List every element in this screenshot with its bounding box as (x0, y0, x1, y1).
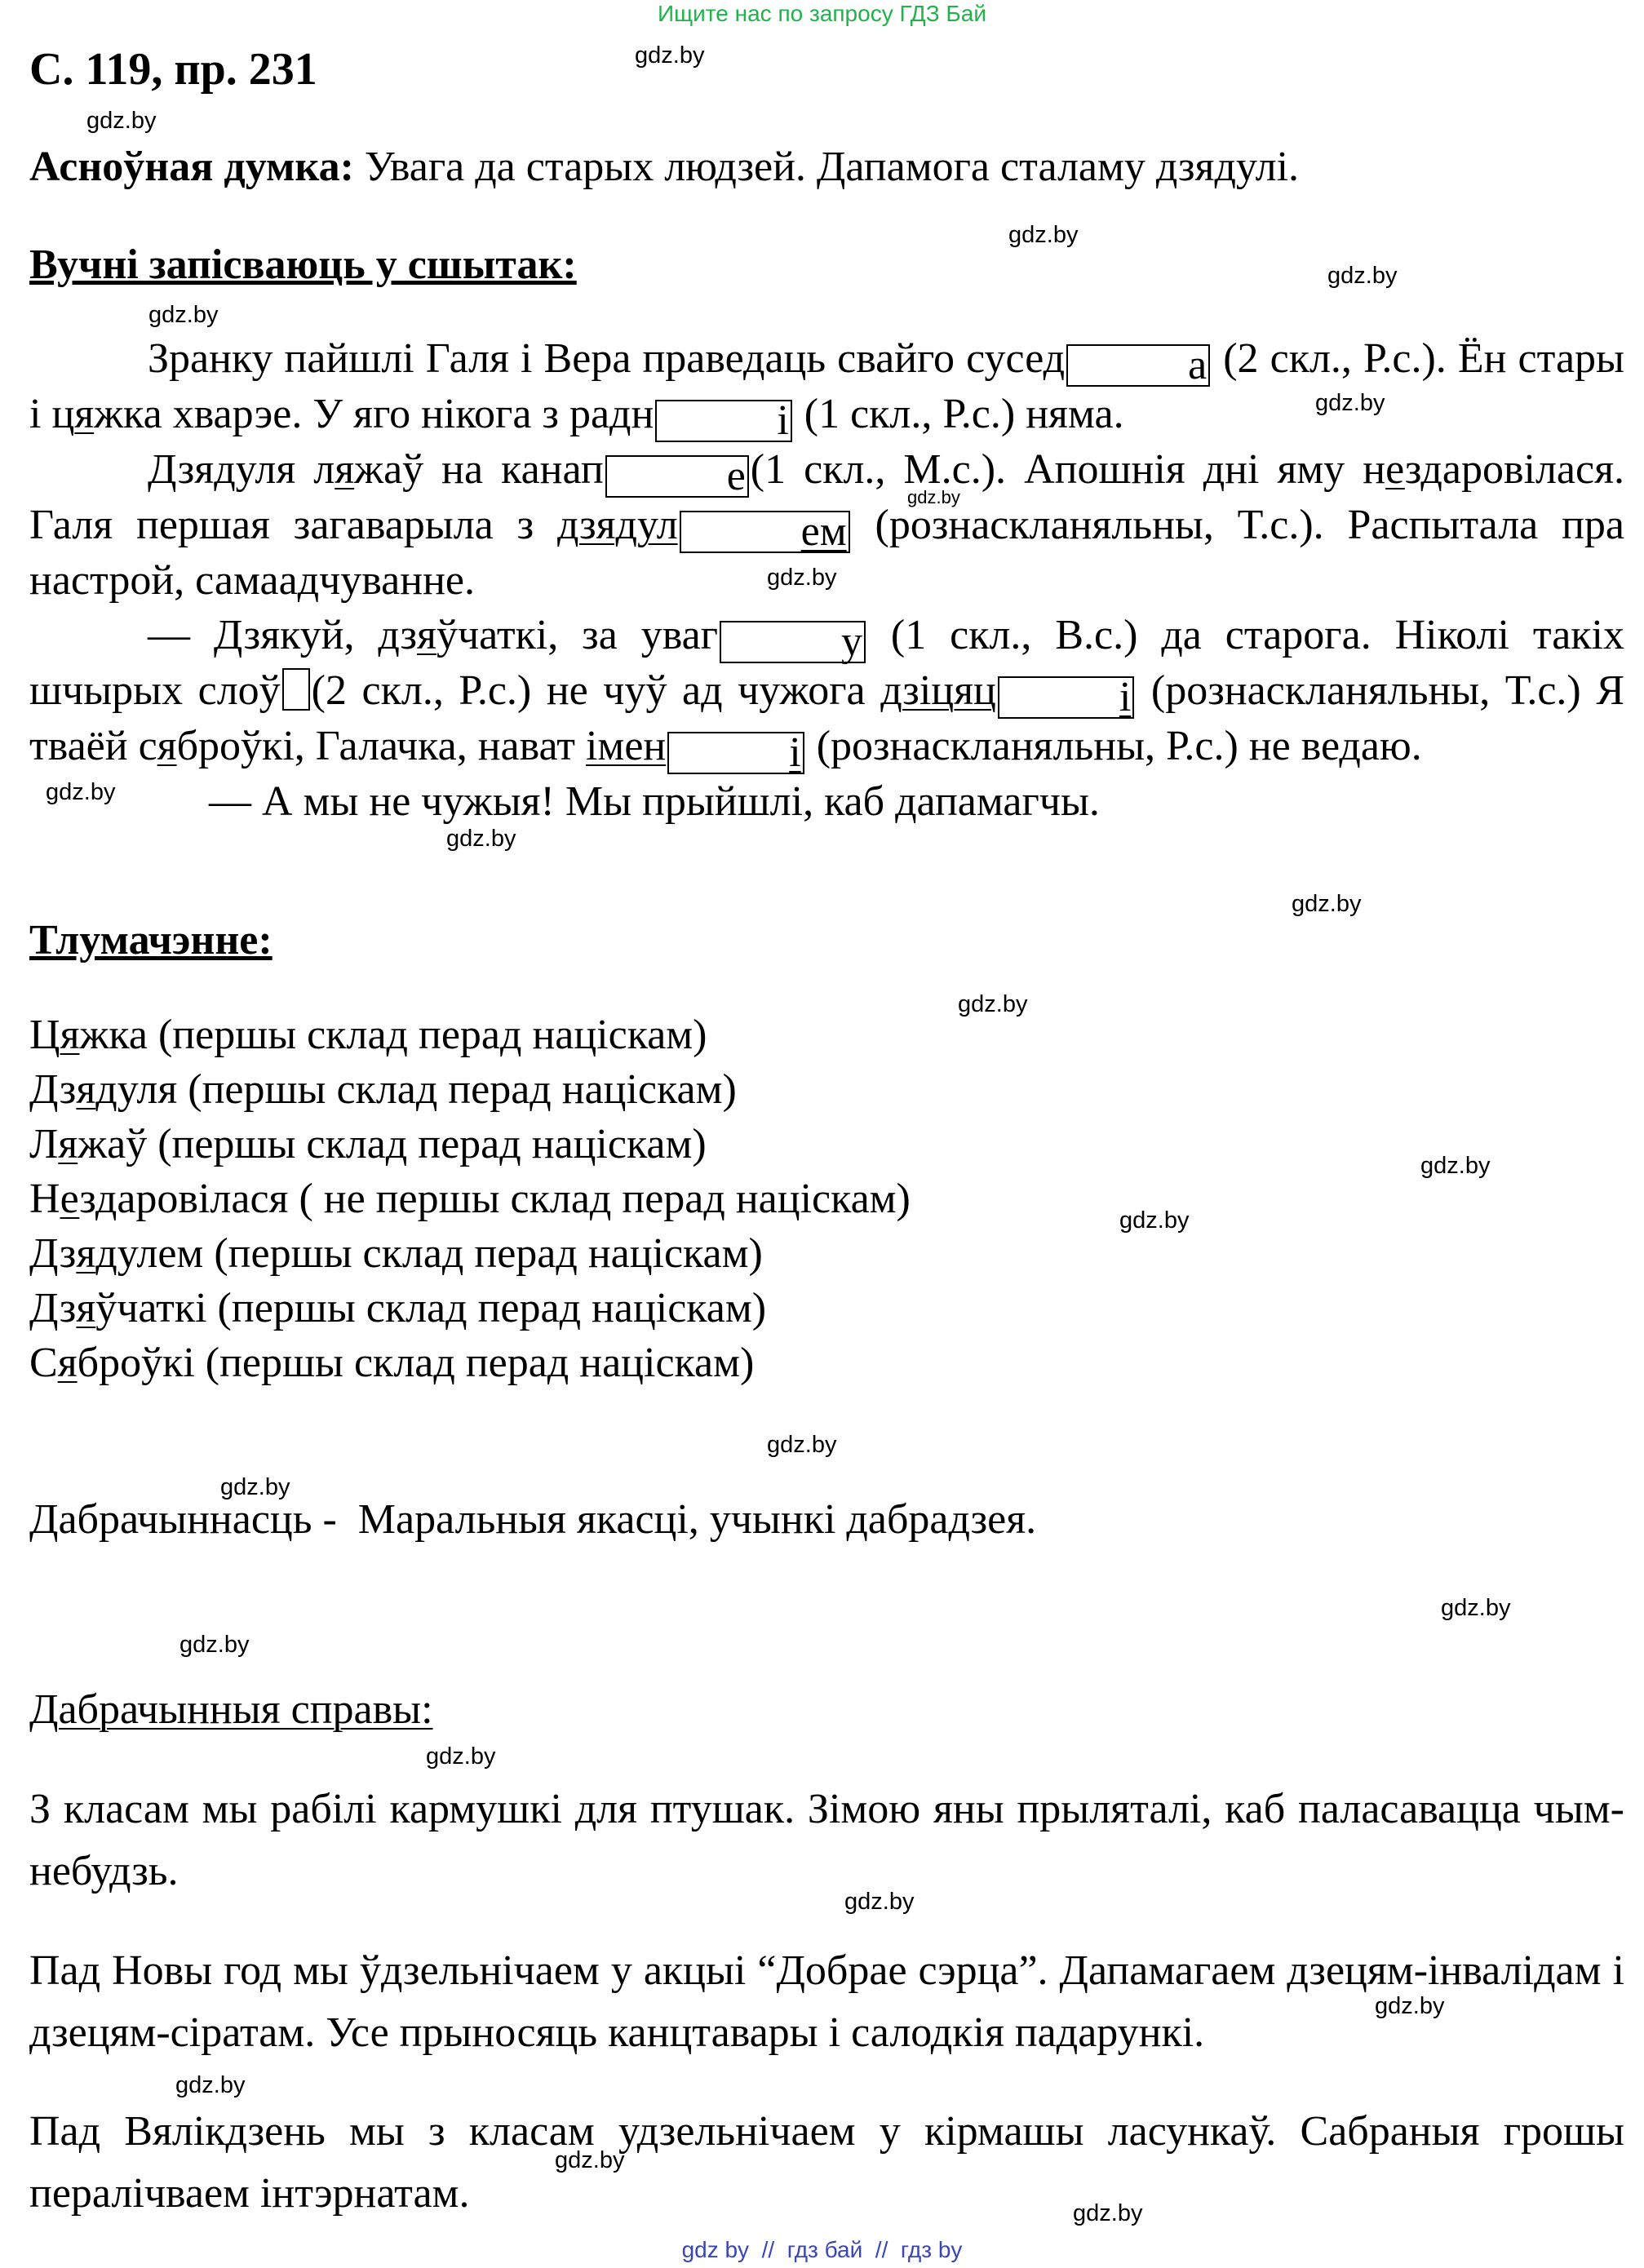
ending-box: і (998, 676, 1134, 719)
ending-box: і (667, 732, 804, 774)
main-idea-label: Асноўная думка: (29, 144, 354, 190)
watermark: gdz.by (179, 1632, 250, 1658)
main-idea (29, 140, 1299, 194)
watermark: gdz.by (175, 2072, 246, 2098)
explanation-item: Цяжка (першы склад перад націскам) (29, 1012, 707, 1058)
watermark: gdz.by (1327, 263, 1398, 289)
watermark: gdz.by (958, 991, 1028, 1017)
watermark: gdz.by (446, 826, 516, 852)
underlined-word: дзіцяц (880, 667, 996, 714)
watermark: gdz.by (46, 779, 116, 805)
watermark: gdz.by (1119, 1207, 1190, 1234)
charity-paragraph: Пад Вялікдзень мы з класам удзельнічаем у кірмашы ласункаў. Сабраныя грошы пералічваем інтэрнатам. (29, 2108, 1624, 2217)
story-paragraph: — Дзякуй, дзяўчаткі, за уваг у (1 скл., В.с.) да старога. Ніколі такіх шчырых слоў (2 скл., Р.с.) не чуў ад чужога дзіцяц і (рознаскланяльны, Т.с.) Я тваёй сяброўкі, Галачка, нават імен і (рознаскланяльны, Р.с.) не ведаю. (29, 612, 1625, 776)
explanation-item: Дзядуля (першы склад перад націскам) (29, 1066, 737, 1113)
watermark: gdz.by (148, 302, 219, 328)
watermark: gdz.by (1008, 222, 1079, 248)
watermark: gdz.by (767, 565, 837, 591)
watermark: gdz.by (1315, 390, 1385, 416)
watermark: gdz.by (86, 108, 157, 134)
watermark: gdz.by (1073, 2200, 1143, 2226)
watermark: gdz.by (1441, 1595, 1511, 1621)
watermark: gdz.by (635, 42, 705, 69)
watermark: gdz.by (767, 1432, 837, 1458)
explanation-item: Дзядулем (першы склад перад націскам) (29, 1230, 763, 1277)
watermark: gdz.by (220, 1474, 290, 1500)
watermark: gdz.by (555, 2147, 625, 2173)
underlined-letter: я (74, 391, 95, 437)
page-title: С. 119, пр. 231 (29, 44, 317, 95)
watermark: gdz.by (1375, 1993, 1445, 2019)
story-text (29, 331, 1624, 829)
underlined-letter: е (1385, 446, 1405, 493)
top-search-link[interactable]: Ищите нас по запросу ГДЗ Бай (657, 1, 987, 26)
watermark: gdz.by (907, 487, 960, 507)
underlined-word: імен (585, 723, 667, 769)
underlined-word: дзядул (557, 502, 678, 548)
charity-definition: Дабрачыннасць - Маральныя якасці, учынкі дабрадзея. (29, 1496, 1037, 1543)
underlined-letter: я (417, 612, 436, 658)
ending-box: е (605, 455, 749, 498)
explanation-item: Сяброўкі (першы склад перад націскам) (29, 1340, 755, 1386)
story-paragraph: Дзядуля ляжаў на канап е (1 скл., М.с.). Апошнія дні яму нездаровілася. Галя першая загаварыла з дзядул ем (рознаскланяльны, Т.с.). Распытала пра настрой, самаадчуванне. (29, 446, 1625, 604)
charity-paragraph: З класам мы рабілі кармушкі для птушак. Зімою яны прыляталі, каб паласавацца чым-небудзь. (29, 1786, 1624, 1894)
story-paragraph: — А мы не чужыя! Мы прыйшлі, каб дапамагчы. (209, 778, 1100, 825)
footer-links[interactable]: gdz by // гдз бай // гдз by (681, 2237, 963, 2262)
ending-box: ем (680, 511, 850, 553)
underlined-letter: я (157, 723, 177, 769)
ending-box: у (720, 621, 866, 663)
watermark: gdz.by (844, 1889, 915, 1915)
story-paragraph: Зранку пайшлі Галя і Вера праведаць свайго сусед а (2 скл., Р.с.). Ён стары і цяжка хварэе. У яго нікога з радн і (1 скл., Р.с.) няма. (29, 335, 1624, 444)
ending-box: і (655, 400, 791, 442)
ending-box: а (1066, 344, 1210, 387)
explanation-item: Нездаровілася ( не першы склад перад націскам) (29, 1176, 911, 1222)
underlined-letter: я (335, 446, 355, 493)
charity-heading: Дабрачынныя справы: (29, 1686, 433, 1733)
notebook-heading: Вучні запісваюць у сшытак: (29, 241, 577, 288)
watermark: gdz.by (1420, 1153, 1491, 1179)
main-idea-text: Увага да старых людзей. Дапамога сталаму дзядулі. (353, 144, 1300, 190)
explanation-item: Дзяўчаткі (першы склад перад націскам) (29, 1285, 767, 1331)
explanation-heading: Тлумачэнне: (29, 917, 273, 963)
charity-paragraph: Пад Новы год мы ўдзельнічаем у акцыі “Добрае сэрца”. Дапамагаем дзецям-інвалідам і дзецям-сіратам. Усе прыносяць канцтавары і салодкія падарункі. (29, 1947, 1624, 2056)
explanation-item: Ляжаў (першы склад перад націскам) (29, 1121, 707, 1167)
watermark: gdz.by (1292, 891, 1362, 917)
explanation-list (29, 1008, 1624, 1390)
watermark: gdz.by (426, 1743, 496, 1770)
empty-ending-box (282, 668, 310, 711)
